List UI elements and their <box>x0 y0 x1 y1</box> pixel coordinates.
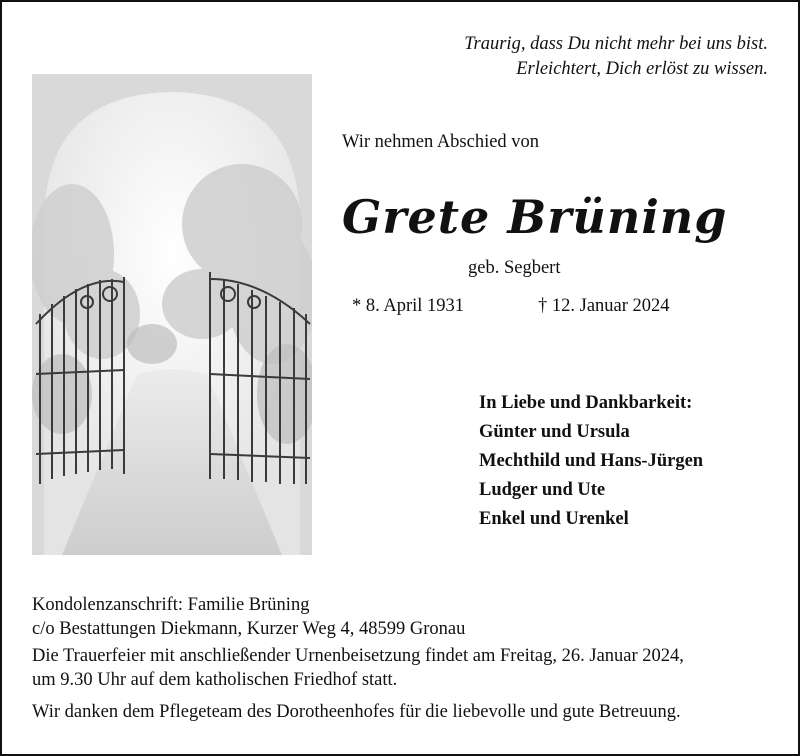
mourners-heading: In Liebe und Dankbarkeit: <box>479 393 693 413</box>
motto-line-1: Traurig, dass Du nicht mehr bei uns bist. <box>464 34 768 54</box>
deceased-name: Grete Brüning <box>342 190 728 244</box>
mourner-name: Mechthild und Hans-Jürgen <box>479 451 704 471</box>
death-date: † 12. Januar 2024 <box>538 296 670 316</box>
condolence-address-line-1: Kondolenzanschrift: Familie Brüning <box>32 595 310 615</box>
motto <box>464 32 768 82</box>
garden-gate-photo <box>32 74 312 555</box>
motto-line-2: Erleichtert, Dich erlöst zu wissen. <box>516 59 768 79</box>
mourner-name: Ludger und Ute <box>479 480 606 500</box>
mourner-name: Enkel und Urenkel <box>479 509 629 529</box>
garden-gate-illustration <box>32 74 312 555</box>
mourners-block <box>479 389 703 534</box>
mourner-name: Günter und Ursula <box>479 422 630 442</box>
ceremony-info-line-2: um 9.30 Uhr auf dem katholischen Friedhof statt. <box>32 670 398 690</box>
maiden-name: geb. Segbert <box>468 258 561 278</box>
intro-text: Wir nehmen Abschied von <box>342 132 540 152</box>
birth-date: * 8. April 1931 <box>352 296 465 316</box>
footer <box>32 593 774 724</box>
ceremony-info-line-1: Die Trauerfeier mit anschließender Urnenbeisetzung findet am Freitag, 26. Januar 2024, <box>32 646 684 666</box>
thanks-note: Wir danken dem Pflegeteam des Dorotheenhofes für die liebevolle und gute Betreuung. <box>32 702 681 722</box>
condolence-address-line-2: c/o Bestattungen Diekmann, Kurzer Weg 4, 48599 Gronau <box>32 619 466 639</box>
